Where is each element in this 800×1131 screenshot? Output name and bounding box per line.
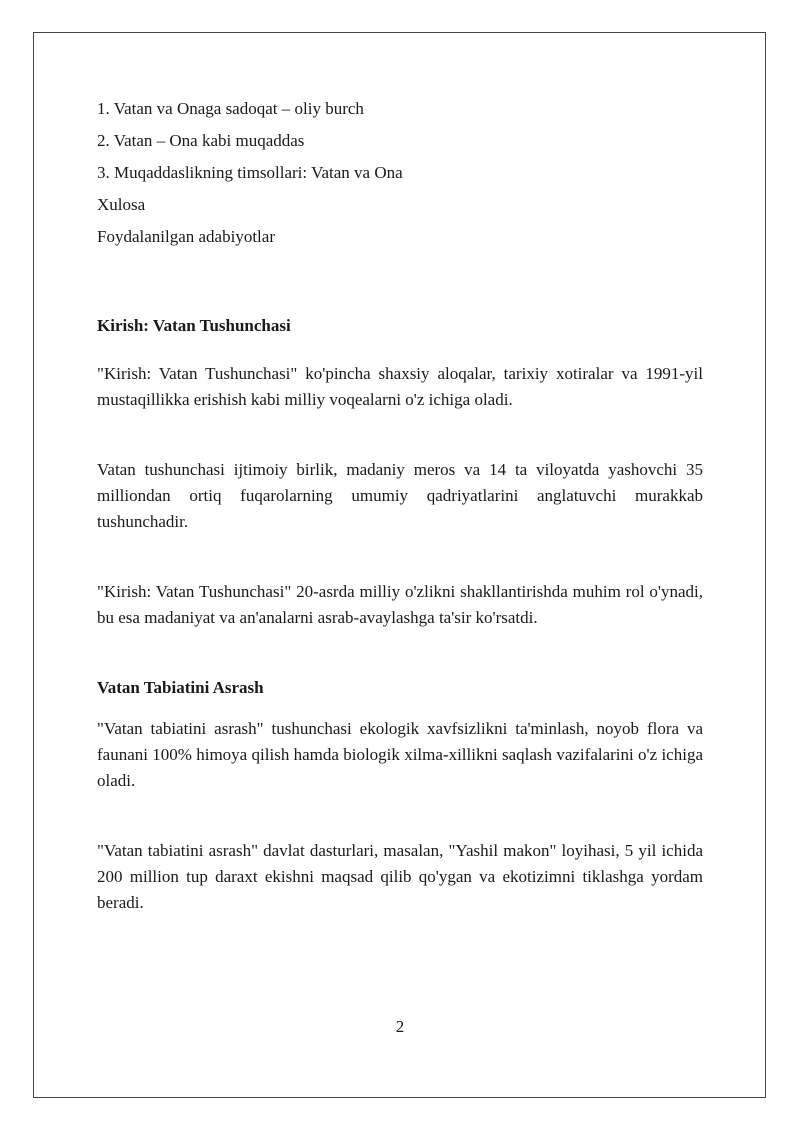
- paragraph: "Vatan tabiatini asrash" tushunchasi ekologik xavfsizlikni ta'minlash, noyob flora va faunani 100% himoya qilish hamda biologik xilma-xillikni saqlash vazifalarini o'z ichiga oladi.: [97, 719, 703, 790]
- toc-item: 2. Vatan – Ona kabi muqaddas: [97, 131, 305, 150]
- paragraph: "Vatan tabiatini asrash" davlat dasturlari, masalan, "Yashil makon" loyihasi, 5 yil ichida 200 million tup daraxt ekishni maqsad qilib qo'ygan va ekotizimni tiklashga yordam beradi.: [97, 841, 703, 912]
- section-heading: Kirish: Vatan Tushunchasi: [97, 316, 291, 335]
- table-of-contents: [97, 96, 703, 250]
- toc-item: 1. Vatan va Onaga sadoqat – oliy burch: [97, 99, 364, 118]
- section-heading: Vatan Tabiatini Asrash: [97, 678, 264, 697]
- toc-item: Xulosa: [97, 195, 146, 214]
- paragraph: "Kirish: Vatan Tushunchasi" 20-asrda milliy o'zlikni shakllantirishda muhim rol o'ynadi, bu esa madaniyat va an'analarni asrab-avaylashga ta'sir ko'rsatdi.: [97, 582, 703, 627]
- paragraph: Vatan tushunchasi ijtimoiy birlik, madaniy meros va 14 ta viloyatda yashovchi 35 milliondan ortiq fuqarolarning umumiy qadriyatlarini anglatuvchi murakkab tushunchadir.: [97, 460, 703, 531]
- toc-item: Foydalanilgan adabiyotlar: [97, 227, 275, 246]
- document-body: [97, 96, 703, 916]
- paragraph: "Kirish: Vatan Tushunchasi" ko'pincha shaxsiy aloqalar, tarixiy xotiralar va 1991-yil mustaqillikka erishish kabi milliy voqealarni o'z ichiga oladi.: [97, 364, 703, 409]
- page-number: 2: [395, 1017, 405, 1036]
- toc-item: 3. Muqaddaslikning timsollari: Vatan va Ona: [97, 163, 403, 182]
